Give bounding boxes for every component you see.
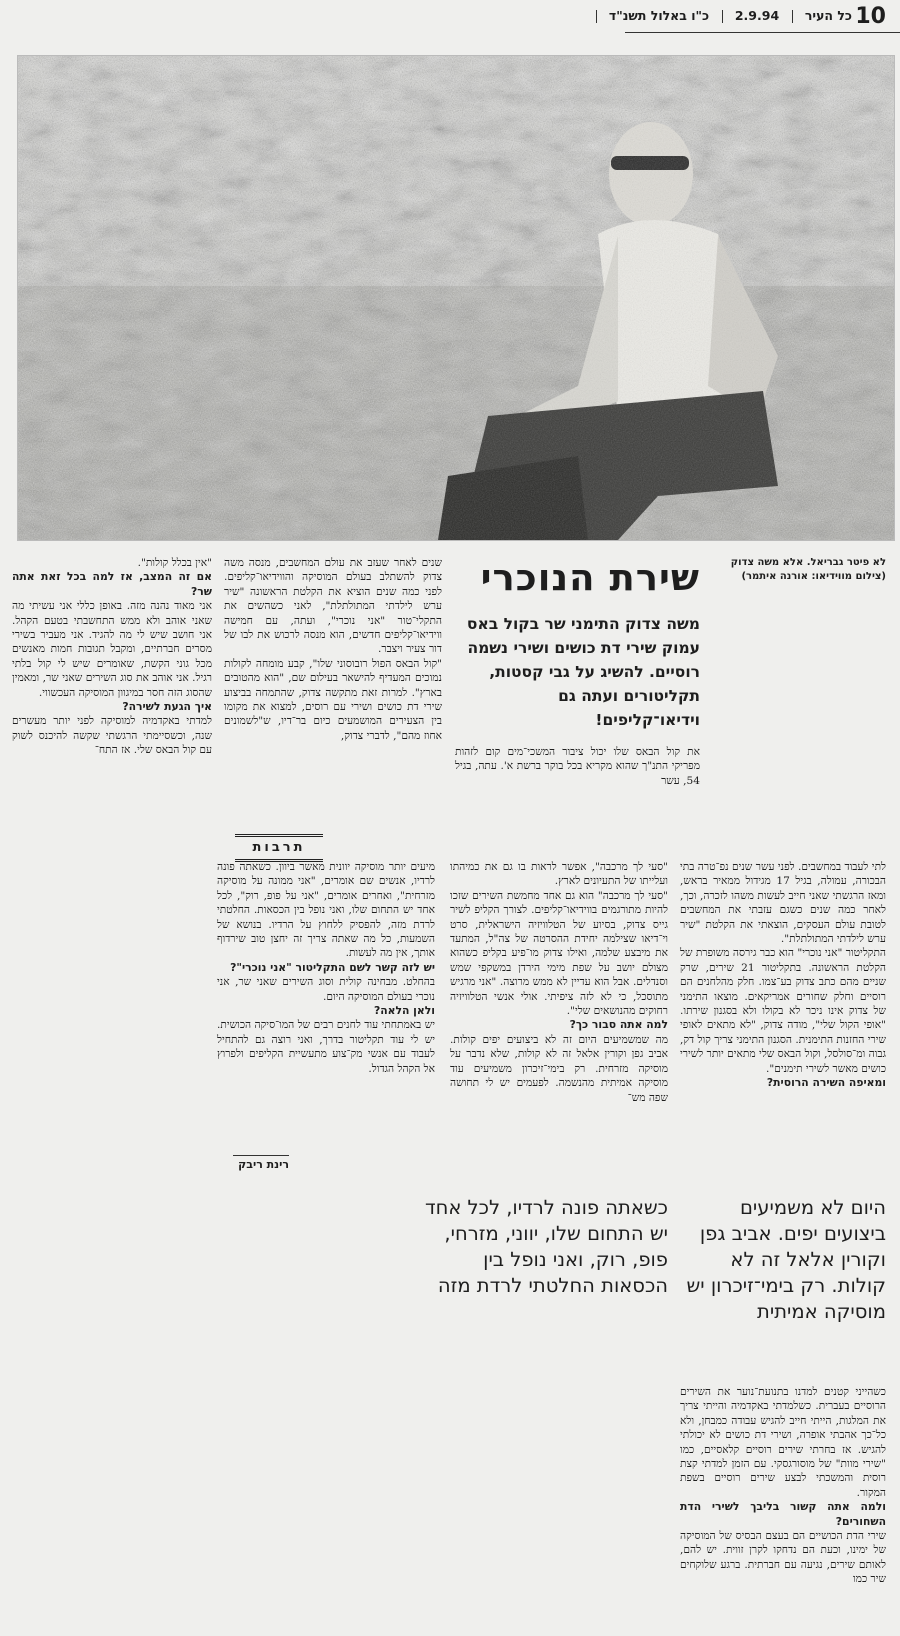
article-paragraph: מיעים יותר מוסיקה יוונית מאשר ביוון. כשאתה פונה לרדיו, אנשים שם אומרים, "אני ממונה על מוסיקה מזרחית", ואחרים אומרים, "אני על פופ, רוק", לכל אחד יש התחום שלו, ואני נופל בין הכסאות. החלטתי לרדת מזה, להפסיק ללחוץ על הרדיו. בנושא של השמעות, כל מה שאתה צריך זה יחצן טוב שירדוף אותך, אין מה לעשות. <box>217 861 435 960</box>
issue-date: 2.9.94 <box>734 8 780 23</box>
divider <box>596 10 597 23</box>
article-paragraph: אני מאוד נהנה מזה. באופן כללי אני עשיתי מה שאני אוהב ולא ממש התחשבתי בטעם הקהל. אני חושב שיש לי מה להגיד. אני מעביר בשירי מסרים חברתיים, ומקבל תגובות חמות מאנשים מכל גוני הקשת, שאומרים שיש לי קול בלתי רגיל. אני אוהב את סוג השירים שאני שר, ומאמין שהסוג הזה חסר במיגוון המוסיקה העכשווי. <box>12 600 212 699</box>
article-paragraph: שנים לאחר שעזב את עולם המחשבים, מנסה משה צדוק להשתלב בעולם המוסיקה והווידיאו־קליפים. לפני כמה שנים הוציא את הקלטת הראשונה "שיר ערש לילדתי המתולתלת", לאני כשהשים את התקלי־טור "אני נוכרי", ועתה, עם חמישה ווידיאו־קליפים חדשים, הוא מנסה לרכוש את לבו של דור צעיר ויצבר. <box>224 557 442 656</box>
article-paragraph: התקליטור "אני נוכרי" הוא כבר גירסה משופרת של הקלטת הראשונה. בתקליטור 21 שירים, שרק שניים מהם כתב צדוק בע־צמו. חלק מהלחנים הם רוסיים וחלק שחורים אמריקאים. מוצאו התימני של צדוק אינו ניכר לא בקולו ולא בסגנון שירתו. "אופי הקול שלי", מודה צדוק, "לא מתאים לאופי שירי החזנות התימנית. הסגנון התימני צריך קול דק, גבוה ומ־סולסל, וקול הבאס שלי מתאים יותר לשירי כושים מאשר לשירי תימנים". <box>680 947 886 1075</box>
article-paragraph: "קול הבאס הפול רובוסוני שלו", קבע מומחה לקולות נמוכים המעדיף להישאר בעילום שם, "הוא מהטובים בארץ". למרות זאת מתקשה צדוק, שהתמחה בביצוע שירי דת כושים ושירי עם רוסים, למצוא את מקומו בין הצעירים המושמעים כיום בר־דיו, ש"לשמונים אחוז מהם", לדברי צדוק, <box>224 657 442 742</box>
interview-question: ולאן הלאה? <box>373 1004 435 1018</box>
article-paragraph: שירי הדת הכושיים הם בעצם הבסיס של המוסיקה של ימינו, וכעת הם נדחקו לקרן זווית. יש להם, לאותם שירים, נגיעה עם חברתית. ברגע שלוקחים שיר כמו <box>680 1530 886 1586</box>
interview-question: ומאיפה השירה הרוסית? <box>766 1076 886 1090</box>
article-paragraph: יש באמתחתי עוד לחנים רבים של המו־סיקה הכושית. יש לי עוד תקליטור בדרך, ואני רוצה גם להתחיל לעבוד עם אנשי מק־צוע מתעשיית הקליפים ולפרוץ אל הקהל הגדול. <box>217 1019 435 1075</box>
author-signature: רינת ריבק <box>233 1155 289 1174</box>
divider <box>722 10 723 23</box>
pull-quote: היום לא משמיעים ביצועים יפים. אביב גפן וקורין אלאל זה לא קולות. רק בימי־זיכרון יש מוסיקה אמיתית <box>686 1196 886 1323</box>
column-d <box>450 860 668 1105</box>
section-tag: תרבות <box>235 834 323 862</box>
column-f <box>680 1385 886 1587</box>
article-title: שירת הנוכרי <box>480 556 700 599</box>
divider <box>792 10 793 23</box>
article-paragraph: לתי לעבוד במחשבים. לפני עשר שנים נפ־טרה בתי הבכורה, עמולה, בגיל 17 מגידול ממאיר בראש, ומאז הרגשתי שאני חייב לעשות משהו לזכרה, וכך, לאחר כמה שנים כשגם עזבתי את המחשבים לטובת עולם העסקים, הוצאתי את הקלטת "שיר ערש לילדתי המתולתלת". <box>680 861 886 946</box>
photo-credit: (צילום מווידיאו: אורנה איתמר) <box>741 571 886 582</box>
article-paragraph: "סעי לך מרכבה", אפשר לראות בו גם את כמיהתו ועלייתו של התעיונים לארץ. <box>450 861 668 888</box>
photo-illustration <box>18 56 894 540</box>
column-b <box>12 556 212 758</box>
headline-block <box>455 556 700 732</box>
interview-question: למה אתה סבור כך? <box>569 1018 668 1032</box>
hebrew-date: כ"ו באלול תשנ"ד <box>608 8 710 23</box>
column-e <box>217 860 435 1076</box>
interview-question: יש לזה קשר לשם התקליטור "אני נוכרי"? <box>230 960 435 974</box>
interview-question: אם זה המצב, אז למה בכל זאת אתה שר? <box>12 570 212 598</box>
interview-question: איך הגעת לשירה? <box>122 700 212 714</box>
article-paragraph: מה שמשמיעים היום זה לא ביצועים יפים קולות. אביב גפן וקורין אלאל זה לא קולות, שלא נדבר על מוסיקה מזרחית. רק בימי־זיכרון משמיעים עוד מוסיקה אמיתית מהנשמה. לפעמים יש לי תחושה שפה מש־ <box>450 1033 668 1104</box>
page-header <box>0 0 900 40</box>
section-name: כל העיר <box>804 8 852 23</box>
page-number: 10 <box>855 4 886 29</box>
photo-caption <box>716 556 886 584</box>
header-rule <box>625 32 900 33</box>
article-paragraph: "אין בכלל קולות". <box>137 557 212 569</box>
article-paragraph: את קול הבאס שלו יכול ציבור המשכי־מים קום לזהות מפריקי התנ"ך שהוא מקריא בכל בוקר ברשת א'. עתה, בגיל 54, עשר <box>455 746 700 787</box>
article-subtitle: משה צדוק התימני שר בקול באס עמוק שירי דת כושים ושירי נשמה רוסיים. להשיג על גבי קסטות, תקליטורים ועתה גם וידיאו־קליפים! <box>466 615 700 729</box>
article-paragraph: "סעי לך מרכבה" הוא גם אחד מחמשת השירים שזכו להיות מתורגמים בווידיאו־קליפים. לצורך הקליפ לשיר גייס צדוק, בסיוע של הטלוויזיה הישראלית, סרט וי־דיאו שצילמה יחידת ההסרטה של צה"ל, המתעד את מיבצע שלמה, ואילו צדוק מו־פיע בקליפ כשהוא מצולם יושב על שפת מימי הירדן במשקפי שמש וסנדלים. אבל הוא עדיין לא ממש מרוצה. "אני מרגיש מתוסכל, כי לא לזה ציפיתי. אולי אנשי הטלוויזיה רחוקים מהנושאים שלי". <box>450 889 668 1018</box>
article-paragraph: למדתי באקדמיה למוסיקה לפני יותר מעשרים שנה, וכשסיימתי הרגשתי שקשה להיכנס לשוק עם קול הבאס שלי. אז התח־ <box>12 715 212 757</box>
caption-text: לא פיטר גבריאל. אלא משה צדוק <box>730 557 886 568</box>
article-paragraph: בהחלט. מבחינה קולית וסוג השירים שאני שר, אני נוכרי בעולם המוסיקה היום. <box>217 976 435 1003</box>
column-c <box>680 860 886 1091</box>
article-photo <box>17 55 895 541</box>
issue-meta <box>592 8 857 23</box>
interview-question: ולמה אתה קשור בליבך לשירי הדת השחורים? <box>680 1500 886 1528</box>
pull-quote: כשאתה פונה לרדיו, לכל אחד יש התחום שלו, יווני, מזרחי, פופ, רוק, ואני נופל בין הכסאות החלטתי לרדת מזה <box>424 1196 668 1297</box>
column-a <box>224 556 442 743</box>
column-intro <box>455 745 700 788</box>
article-paragraph: כשהייני קטנים למדנו בתנועת־נוער את השירים הרוסיים בעברית. כשלמדתי באקדמיה והייתי צריך את המלגות, הייתי חייב להגיש עבודה כמבחן, ולא כל־כך אהבתי אופרה, ושירי דת כושים לא יכולתי להגיש. אז בחרתי שירים רוסיים קלאסיים, כמו "שירי מוות" של מוסורגסקי. עם הזמן למדתי קצת רוסית והמשכתי לבצע שירים רוסיים בשפת המקור. <box>680 1386 886 1499</box>
